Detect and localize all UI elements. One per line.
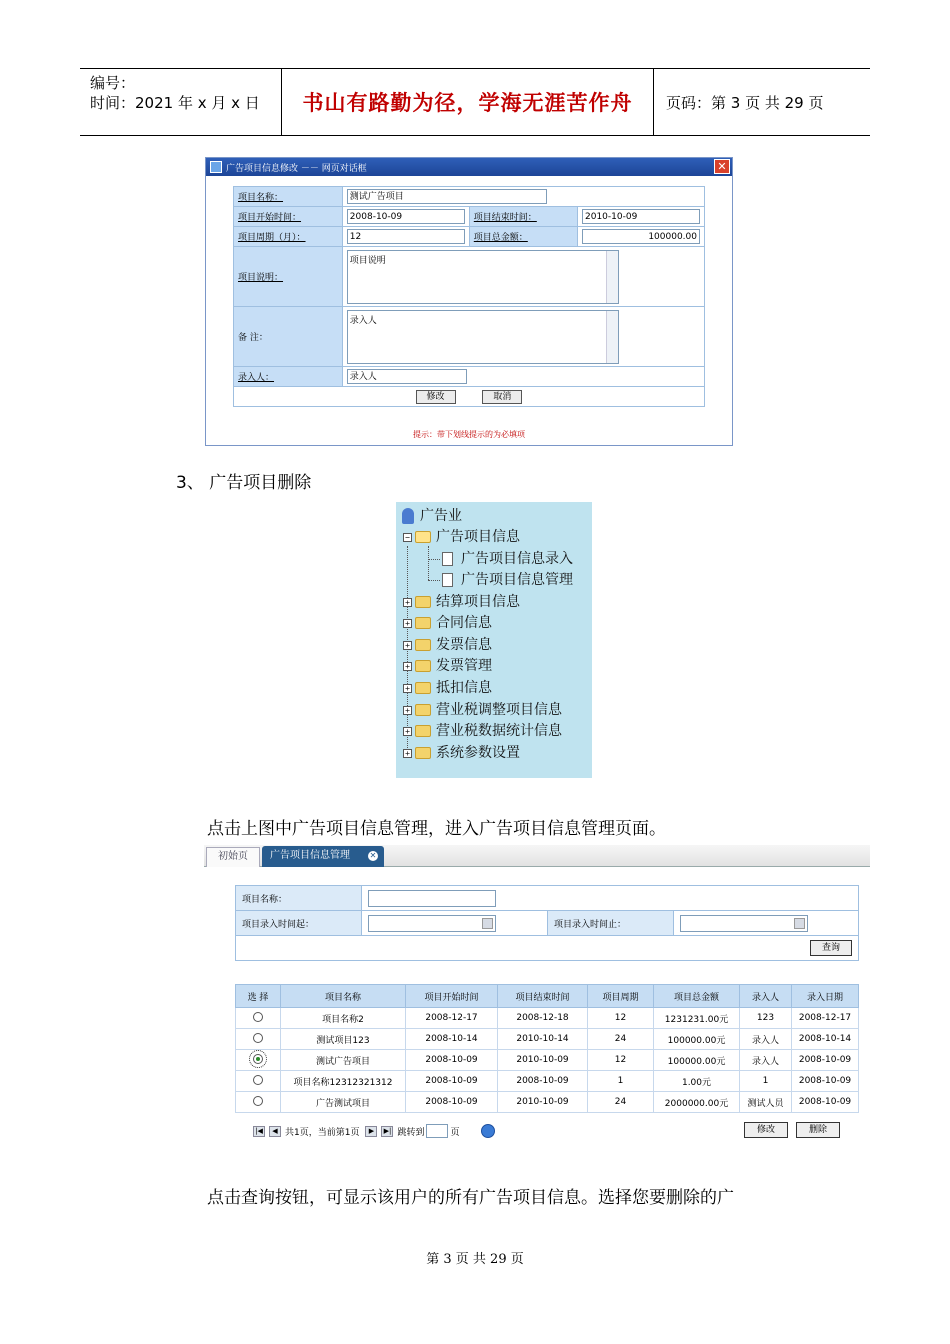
- pager: [253, 1122, 853, 1140]
- cell: 2010-10-09: [498, 1092, 588, 1113]
- query-to-label: 项目录入时间止：: [548, 911, 674, 936]
- cell: 24: [588, 1029, 654, 1050]
- select-radio-checked[interactable]: [253, 1054, 263, 1064]
- cell: 2008-10-09: [792, 1071, 859, 1092]
- tree-folder[interactable]: [403, 678, 492, 698]
- expand-icon[interactable]: +: [403, 598, 412, 607]
- instruction-paragraph: 点击查询按钮，可显示该用户的所有广告项目信息。选择您要删除的广: [207, 1188, 734, 1208]
- collapse-icon[interactable]: −: [403, 533, 412, 542]
- enterer-label: 录入人：: [238, 373, 275, 383]
- tree-folder[interactable]: [403, 721, 562, 741]
- cell: 2008-10-09: [406, 1050, 498, 1071]
- cell: 2010-10-09: [498, 1050, 588, 1071]
- cell: 2008-10-09: [406, 1092, 498, 1113]
- scrollbar[interactable]: [606, 311, 618, 363]
- column-header: 项目周期: [588, 985, 654, 1008]
- cell: 1.00元: [654, 1071, 740, 1092]
- column-header: 项目开始时间: [406, 985, 498, 1008]
- folder-icon: [415, 639, 431, 651]
- expand-icon[interactable]: +: [403, 684, 412, 693]
- folder-icon: [415, 704, 431, 716]
- jump-label: 跳转到: [397, 1127, 425, 1138]
- cell: 2008-10-09: [498, 1071, 588, 1092]
- tree-folder-label: 广告项目信息: [436, 529, 520, 545]
- query-form: [235, 885, 859, 961]
- cell: 广告测试项目: [281, 1092, 406, 1113]
- cell: 录入人: [740, 1050, 792, 1071]
- desc-textarea[interactable]: [347, 250, 619, 304]
- nav-tree: [396, 502, 592, 778]
- cell: 2008-10-09: [406, 1071, 498, 1092]
- folder-icon: [415, 747, 431, 759]
- cell: 2008-10-09: [792, 1092, 859, 1113]
- section-heading: 3、 广告项目删除: [176, 473, 312, 493]
- query-button[interactable]: 查询: [810, 940, 852, 956]
- period-label: 项目周期（月）：: [238, 233, 306, 243]
- cell: 2008-10-14: [792, 1029, 859, 1050]
- start-input[interactable]: 2008-10-09: [347, 209, 465, 224]
- select-radio[interactable]: [253, 1096, 263, 1106]
- close-icon[interactable]: ✕: [714, 159, 730, 174]
- last-page-icon[interactable]: ▶|: [381, 1126, 393, 1137]
- desc-label: 项目说明：: [238, 273, 284, 283]
- tree-folder-label: 发票管理: [436, 658, 492, 674]
- tab-label: 广告项目信息管理: [270, 850, 350, 861]
- dialog-title: 广告项目信息修改 －－ 网页对话框: [226, 163, 367, 174]
- remark-label: 备 注：: [238, 333, 268, 343]
- tree-root[interactable]: [402, 506, 462, 526]
- column-header: 录入人: [740, 985, 792, 1008]
- cell: 24: [588, 1092, 654, 1113]
- tree-folder-label: 结算项目信息: [436, 594, 520, 610]
- tree-folder-label: 抵扣信息: [436, 680, 492, 696]
- column-header: 项目总金额: [654, 985, 740, 1008]
- folder-open-icon: [415, 531, 431, 543]
- folder-icon: [415, 596, 431, 608]
- cell: 2008-12-18: [498, 1008, 588, 1029]
- remark-textarea[interactable]: [347, 310, 619, 364]
- tree-folder-label: 营业税调整项目信息: [436, 702, 562, 718]
- tree-folder[interactable]: [403, 613, 492, 633]
- expand-icon[interactable]: +: [403, 727, 412, 736]
- page-unit-label: 页: [450, 1127, 460, 1138]
- desc-value: 项目说明: [349, 255, 386, 266]
- calendar-icon[interactable]: [482, 918, 493, 929]
- page-header: [80, 68, 870, 136]
- edit-dialog: [205, 157, 733, 446]
- tree-folder-label: 发票信息: [436, 637, 492, 653]
- amount-input[interactable]: 100000.00: [582, 229, 700, 244]
- edit-form: [233, 186, 705, 407]
- table-row: [236, 1092, 859, 1113]
- go-icon[interactable]: [481, 1124, 495, 1138]
- date-to-input[interactable]: [680, 915, 808, 932]
- calendar-icon[interactable]: [794, 918, 805, 929]
- instruction-paragraph: 点击上图中广告项目信息管理，进入广告项目信息管理页面。: [207, 819, 666, 839]
- management-page: [204, 845, 870, 1150]
- date-from-input[interactable]: [368, 915, 496, 932]
- table-header: [236, 985, 859, 1008]
- expand-icon[interactable]: +: [403, 641, 412, 650]
- cell: 1: [740, 1071, 792, 1092]
- cell: 1: [588, 1071, 654, 1092]
- cell: 2008-12-17: [406, 1008, 498, 1029]
- tree-folder[interactable]: [403, 700, 562, 720]
- cell: 测试人员: [740, 1092, 792, 1113]
- column-header: 项目名称: [281, 985, 406, 1008]
- name-label: 项目名称：: [238, 193, 284, 203]
- delete-button[interactable]: 删除: [796, 1122, 840, 1138]
- query-from-label: 项目录入时间起：: [236, 911, 362, 936]
- close-tab-icon[interactable]: ✕: [369, 851, 377, 860]
- required-hint: 提示：带下划线提示的为必填项: [413, 430, 525, 439]
- query-name-label: 项目名称：: [236, 886, 362, 911]
- next-page-icon[interactable]: ▶: [365, 1126, 377, 1137]
- cell: 100000.00元: [654, 1050, 740, 1071]
- expand-icon[interactable]: +: [403, 706, 412, 715]
- expand-icon[interactable]: +: [403, 619, 412, 628]
- column-header: 项目结束时间: [498, 985, 588, 1008]
- end-input[interactable]: 2010-10-09: [582, 209, 700, 224]
- cell: 2000000.00元: [654, 1092, 740, 1113]
- tree-folder[interactable]: [403, 635, 492, 655]
- tree-folder[interactable]: [403, 743, 520, 763]
- first-page-icon[interactable]: |◀: [253, 1126, 265, 1137]
- cell: 测试项目123: [281, 1029, 406, 1050]
- tree-folder[interactable]: [403, 656, 492, 676]
- motto: 书山有路勤为径，学海无涯苦作舟: [282, 69, 654, 135]
- amount-label: 项目总金额：: [473, 233, 528, 243]
- folder-icon: [415, 682, 431, 694]
- page-footer: 第 3 页 共 29 页: [426, 1252, 524, 1267]
- name-input[interactable]: 测试广告项目: [347, 189, 547, 204]
- header-meta: [80, 69, 282, 135]
- tree-folder[interactable]: [403, 592, 520, 612]
- start-label: 项目开始时间：: [238, 213, 302, 223]
- query-name-input[interactable]: [368, 890, 496, 907]
- jump-page-input[interactable]: [426, 1124, 448, 1138]
- tree-item-label: 广告项目信息录入: [461, 551, 573, 567]
- select-radio[interactable]: [253, 1033, 263, 1043]
- dialog-titlebar: [206, 158, 732, 176]
- cell: 录入人: [740, 1029, 792, 1050]
- tree-folder-ad-info[interactable]: [403, 527, 520, 547]
- cell: 12: [588, 1008, 654, 1029]
- column-header: 录入日期: [792, 985, 859, 1008]
- tab-bar: [204, 845, 870, 867]
- modify-button[interactable]: 修改: [744, 1122, 788, 1138]
- cell: 项目名称12312321312: [281, 1071, 406, 1092]
- time-label: 时间：2021 年 x 月 x 日: [90, 94, 260, 112]
- enterer-input[interactable]: 录入人: [347, 369, 467, 384]
- cell: 1231231.00元: [654, 1008, 740, 1029]
- period-input[interactable]: 12: [347, 229, 465, 244]
- cell: 2008-12-17: [792, 1008, 859, 1029]
- folder-icon: [415, 725, 431, 737]
- select-radio[interactable]: [253, 1075, 263, 1085]
- expand-icon[interactable]: +: [403, 662, 412, 671]
- tree-item-ad-manage[interactable]: [442, 570, 573, 590]
- user-icon: [402, 508, 414, 524]
- project-table: [235, 984, 859, 1113]
- folder-icon: [415, 617, 431, 629]
- tab-home[interactable]: 初始页: [206, 847, 260, 867]
- tree-folder-label: 合同信息: [436, 615, 492, 631]
- column-header: 选 择: [236, 985, 281, 1008]
- table-row: [236, 1029, 859, 1050]
- tab-ad-manage[interactable]: [262, 846, 384, 867]
- table-row: [236, 1050, 859, 1071]
- tree-folder-label: 系统参数设置: [436, 745, 520, 761]
- cell: 项目名称2: [281, 1008, 406, 1029]
- cancel-button[interactable]: 取消: [482, 390, 522, 404]
- folder-icon: [415, 660, 431, 672]
- tree-item-ad-entry[interactable]: [442, 549, 573, 569]
- cell: 测试广告项目: [281, 1050, 406, 1071]
- end-label: 项目结束时间：: [473, 213, 537, 223]
- cell: 100000.00元: [654, 1029, 740, 1050]
- cell: 123: [740, 1008, 792, 1029]
- number-label: 编号：: [90, 74, 136, 92]
- table-row: [236, 1008, 859, 1029]
- remark-value: 录入人: [349, 315, 377, 326]
- pager-status: 共1页，当前第1页: [285, 1127, 360, 1138]
- cell: 2008-10-14: [406, 1029, 498, 1050]
- cell: 2010-10-14: [498, 1029, 588, 1050]
- cell: 12: [588, 1050, 654, 1071]
- tree-item-label: 广告项目信息管理: [461, 572, 573, 588]
- tree-folder-label: 营业税数据统计信息: [436, 723, 562, 739]
- select-radio[interactable]: [253, 1012, 263, 1022]
- table-row: [236, 1071, 859, 1092]
- cell: 2008-10-09: [792, 1050, 859, 1071]
- prev-page-icon[interactable]: ◀: [269, 1126, 281, 1137]
- modify-button[interactable]: 修改: [416, 390, 456, 404]
- tree-root-label: 广告业: [420, 508, 462, 524]
- expand-icon[interactable]: +: [403, 749, 412, 758]
- document-icon: [442, 552, 453, 566]
- page-info: 页码：第 3 页 共 29 页: [666, 93, 824, 112]
- document-icon: [442, 573, 453, 587]
- scrollbar[interactable]: [606, 251, 618, 303]
- window-icon: [210, 161, 222, 173]
